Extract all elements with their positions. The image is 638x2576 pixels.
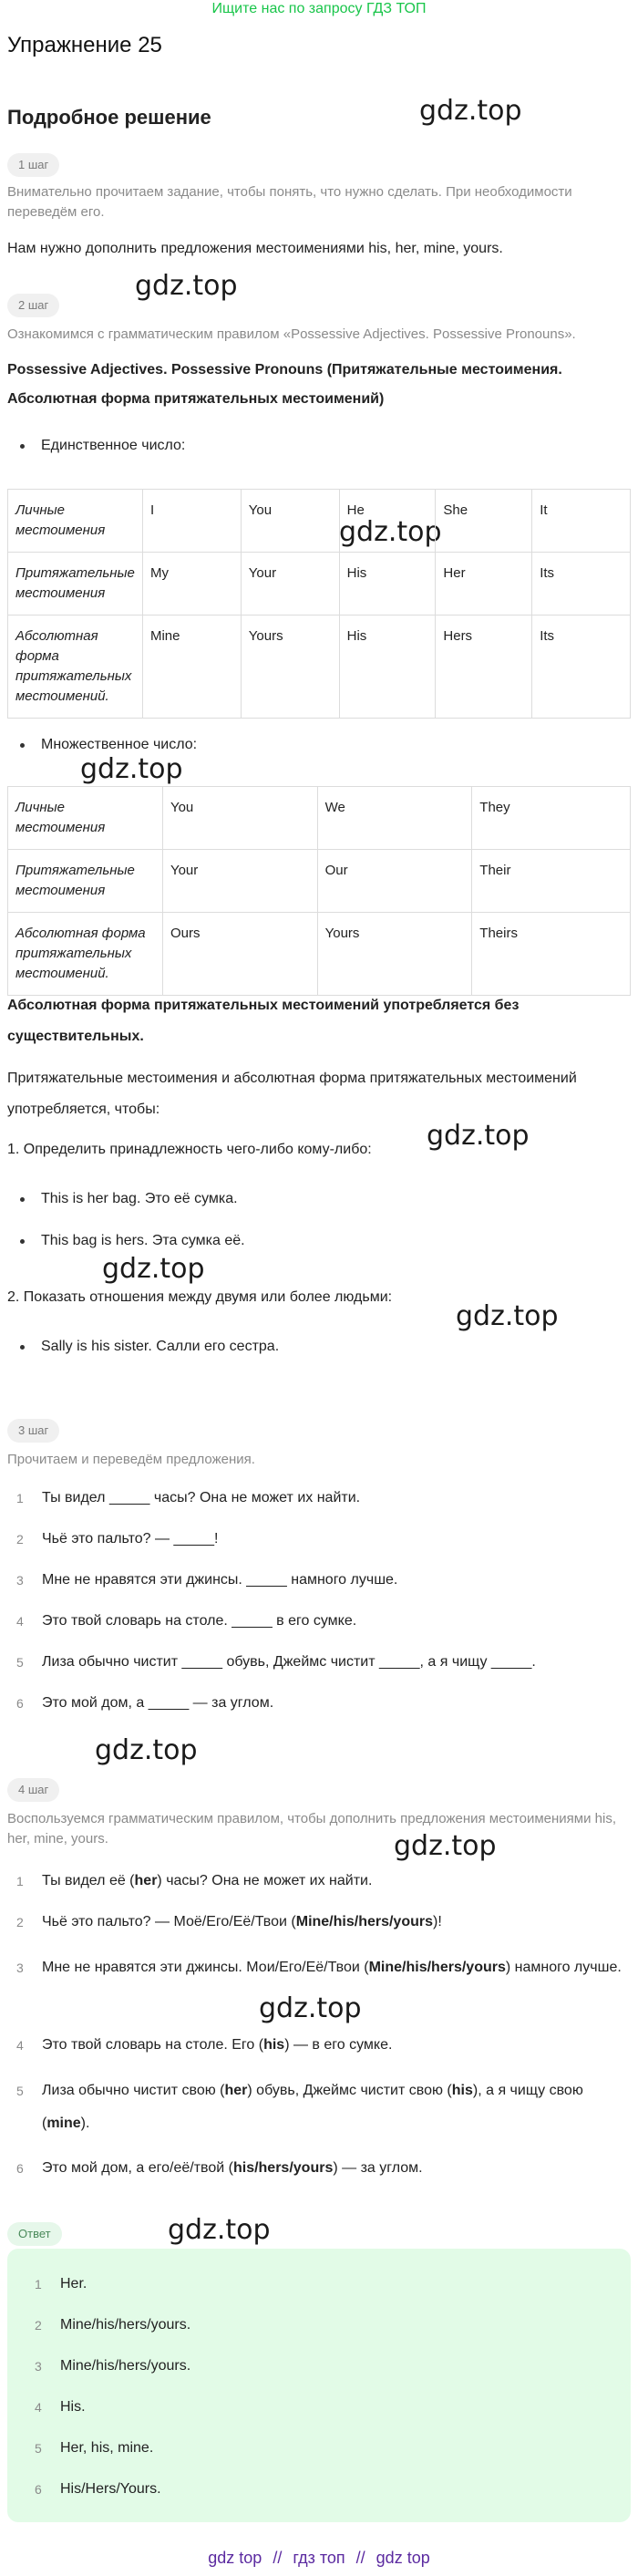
table-cell: Mine bbox=[142, 616, 241, 719]
step-badge: 3 шаг bbox=[7, 1419, 59, 1443]
table-cell: Абсолютная форма притяжательных местоимений. bbox=[8, 913, 163, 996]
usage-intro: Притяжательные местоимения и абсолютная форма притяжательных местоимений употребляется, чтобы: bbox=[7, 1071, 577, 1117]
step-hint: Ознакомимся с грамматическим правилом «Possessive Adjectives. Possessive Pronouns». bbox=[7, 326, 576, 342]
footer-link[interactable]: gdz top bbox=[376, 2549, 430, 2567]
table-cell: They bbox=[472, 787, 631, 850]
table-cell: She bbox=[436, 490, 532, 553]
table-cell: Hers bbox=[436, 616, 532, 719]
list-item: 6 Это мой дом, а _____ — за углом. bbox=[16, 1695, 274, 1711]
step-hint: Внимательно прочитаем задание, чтобы понять, что нужно сделать. При необходимости переведём его. bbox=[7, 184, 572, 220]
footer-link[interactable]: gdz top bbox=[208, 2549, 262, 2567]
list-item: 6 Это мой дом, а его/её/твой (his/hers/yours) — за углом. bbox=[16, 2160, 423, 2176]
table-cell: Your bbox=[162, 850, 317, 913]
watermark: gdz.top bbox=[456, 1300, 559, 1332]
watermark: gdz.top bbox=[259, 1992, 362, 2024]
watermark: gdz.top bbox=[102, 1253, 205, 1285]
table-cell: Ours bbox=[162, 913, 317, 996]
table-cell: He bbox=[339, 490, 436, 553]
answer-item: 3 Mine/his/hers/yours. bbox=[35, 2358, 191, 2374]
footer-link[interactable]: гдз топ bbox=[293, 2549, 345, 2567]
list-item: 3 Мне не нравятся эти джинсы. _____ намного лучше. bbox=[16, 1572, 398, 1588]
table-cell: Her bbox=[436, 553, 532, 616]
rule-heading: Possessive Adjectives. Possessive Pronouns (Притяжательные местоимения. Абсолютная форма притяжательных местоимений) bbox=[7, 362, 562, 407]
watermark: gdz.top bbox=[419, 95, 522, 127]
table-cell: We bbox=[317, 787, 472, 850]
bullet-item: This bag is hers. Эта сумка её. bbox=[20, 1233, 245, 1249]
table-cell: You bbox=[162, 787, 317, 850]
list-item: 5 Лиза обычно чистит _____ обувь, Джеймс чистит _____, а я чищу _____. bbox=[16, 1654, 536, 1670]
list-item: 2 Чьё это пальто? — _____! bbox=[16, 1531, 219, 1547]
page-title: Упражнение 25 bbox=[7, 33, 162, 57]
plural-pronoun-table bbox=[7, 786, 631, 996]
top-banner[interactable]: Ищите нас по запросу ГДЗ ТОП bbox=[211, 1, 427, 16]
watermark: gdz.top bbox=[135, 270, 238, 302]
table-cell: Притяжательные местоимения bbox=[8, 850, 163, 913]
watermark: gdz.top bbox=[168, 2214, 271, 2246]
footer-separator: // bbox=[355, 2549, 365, 2567]
list-item: 1 Ты видел её (her) часы? Она не может их найти. bbox=[16, 1873, 373, 1888]
bullet-item: Множественное число: bbox=[20, 737, 197, 753]
singular-pronoun-table bbox=[7, 489, 631, 719]
answer-item: 6 His/Hers/Yours. bbox=[35, 2481, 161, 2497]
step-badge: 4 шаг bbox=[7, 1778, 59, 1802]
answer-badge: Ответ bbox=[7, 2222, 62, 2246]
usage-point: 1. Определить принадлежность чего-либо кому-либо: bbox=[7, 1142, 372, 1157]
table-cell: His bbox=[339, 553, 436, 616]
table-cell: Their bbox=[472, 850, 631, 913]
list-item: 2 Чьё это пальто? — Моё/Его/Её/Твои (Mine/his/hers/yours)! bbox=[16, 1914, 442, 1929]
table-cell: Притяжательные местоимения bbox=[8, 553, 143, 616]
table-cell: I bbox=[142, 490, 241, 553]
table-cell: Абсолютная форма притяжательных местоимений. bbox=[8, 616, 143, 719]
step-badge: 2 шаг bbox=[7, 294, 59, 317]
watermark: gdz.top bbox=[427, 1120, 530, 1152]
usage-point: 2. Показать отношения между двумя или более людьми: bbox=[7, 1289, 393, 1305]
table-cell: Your bbox=[241, 553, 339, 616]
table-cell: Yours bbox=[241, 616, 339, 719]
step-hint: Прочитаем и переведём предложения. bbox=[7, 1452, 255, 1467]
section-title: Подробное решение bbox=[7, 106, 211, 129]
table-cell: My bbox=[142, 553, 241, 616]
watermark: gdz.top bbox=[394, 1830, 497, 1862]
table-cell: Theirs bbox=[472, 913, 631, 996]
answer-box bbox=[7, 2249, 631, 2522]
table-cell: Личные местоимения bbox=[8, 787, 163, 850]
watermark: gdz.top bbox=[80, 753, 183, 785]
bullet-item: This is her bag. Это её сумка. bbox=[20, 1191, 238, 1207]
table-cell: His bbox=[339, 616, 436, 719]
table-cell: You bbox=[241, 490, 339, 553]
watermark: gdz.top bbox=[95, 1734, 198, 1766]
step-badge: 1 шаг bbox=[7, 153, 59, 177]
table-cell: Личные местоимения bbox=[8, 490, 143, 553]
list-item: 4 Это твой словарь на столе. _____ в его сумке. bbox=[16, 1613, 357, 1629]
bullet-item: Sally is his sister. Салли его сестра. bbox=[20, 1339, 279, 1355]
answer-item: 1 Her. bbox=[35, 2276, 87, 2292]
list-item: 1 Ты видел _____ часы? Она не может их найти. bbox=[16, 1490, 361, 1505]
answer-item: 4 His. bbox=[35, 2399, 86, 2415]
bullet-item: Единственное число: bbox=[20, 438, 185, 454]
answer-item: 2 Mine/his/hers/yours. bbox=[35, 2317, 191, 2333]
table-cell: Its bbox=[532, 616, 631, 719]
step-text: Нам нужно дополнить предложения местоимениями his, her, mine, yours. bbox=[7, 241, 503, 256]
watermark: gdz.top bbox=[339, 516, 442, 548]
list-item: 5 Лиза обычно чистит свою (her) обувь, Джеймс чистит свою (his), а я чищу свою (mine). bbox=[16, 2083, 583, 2131]
list-item: 3 Мне не нравятся эти джинсы. Мои/Его/Её/Твои (Mine/his/hers/yours) намного лучше. bbox=[16, 1960, 622, 1975]
table-cell: It bbox=[532, 490, 631, 553]
footer-separator: // bbox=[273, 2549, 283, 2567]
footer-links bbox=[0, 2549, 638, 2568]
table-cell: Yours bbox=[317, 913, 472, 996]
list-item: 4 Это твой словарь на столе. Его (his) — в его сумке. bbox=[16, 2037, 393, 2053]
table-cell: Its bbox=[532, 553, 631, 616]
rule-text: Абсолютная форма притяжательных местоимений употребляется без существительных. bbox=[7, 998, 520, 1044]
answer-item: 5 Her, his, mine. bbox=[35, 2440, 154, 2456]
step-hint: Воспользуемся грамматическим правилом, чтобы дополнить предложения местоимениями his, her, mine, yours. bbox=[7, 1811, 616, 1847]
table-cell: Our bbox=[317, 850, 472, 913]
